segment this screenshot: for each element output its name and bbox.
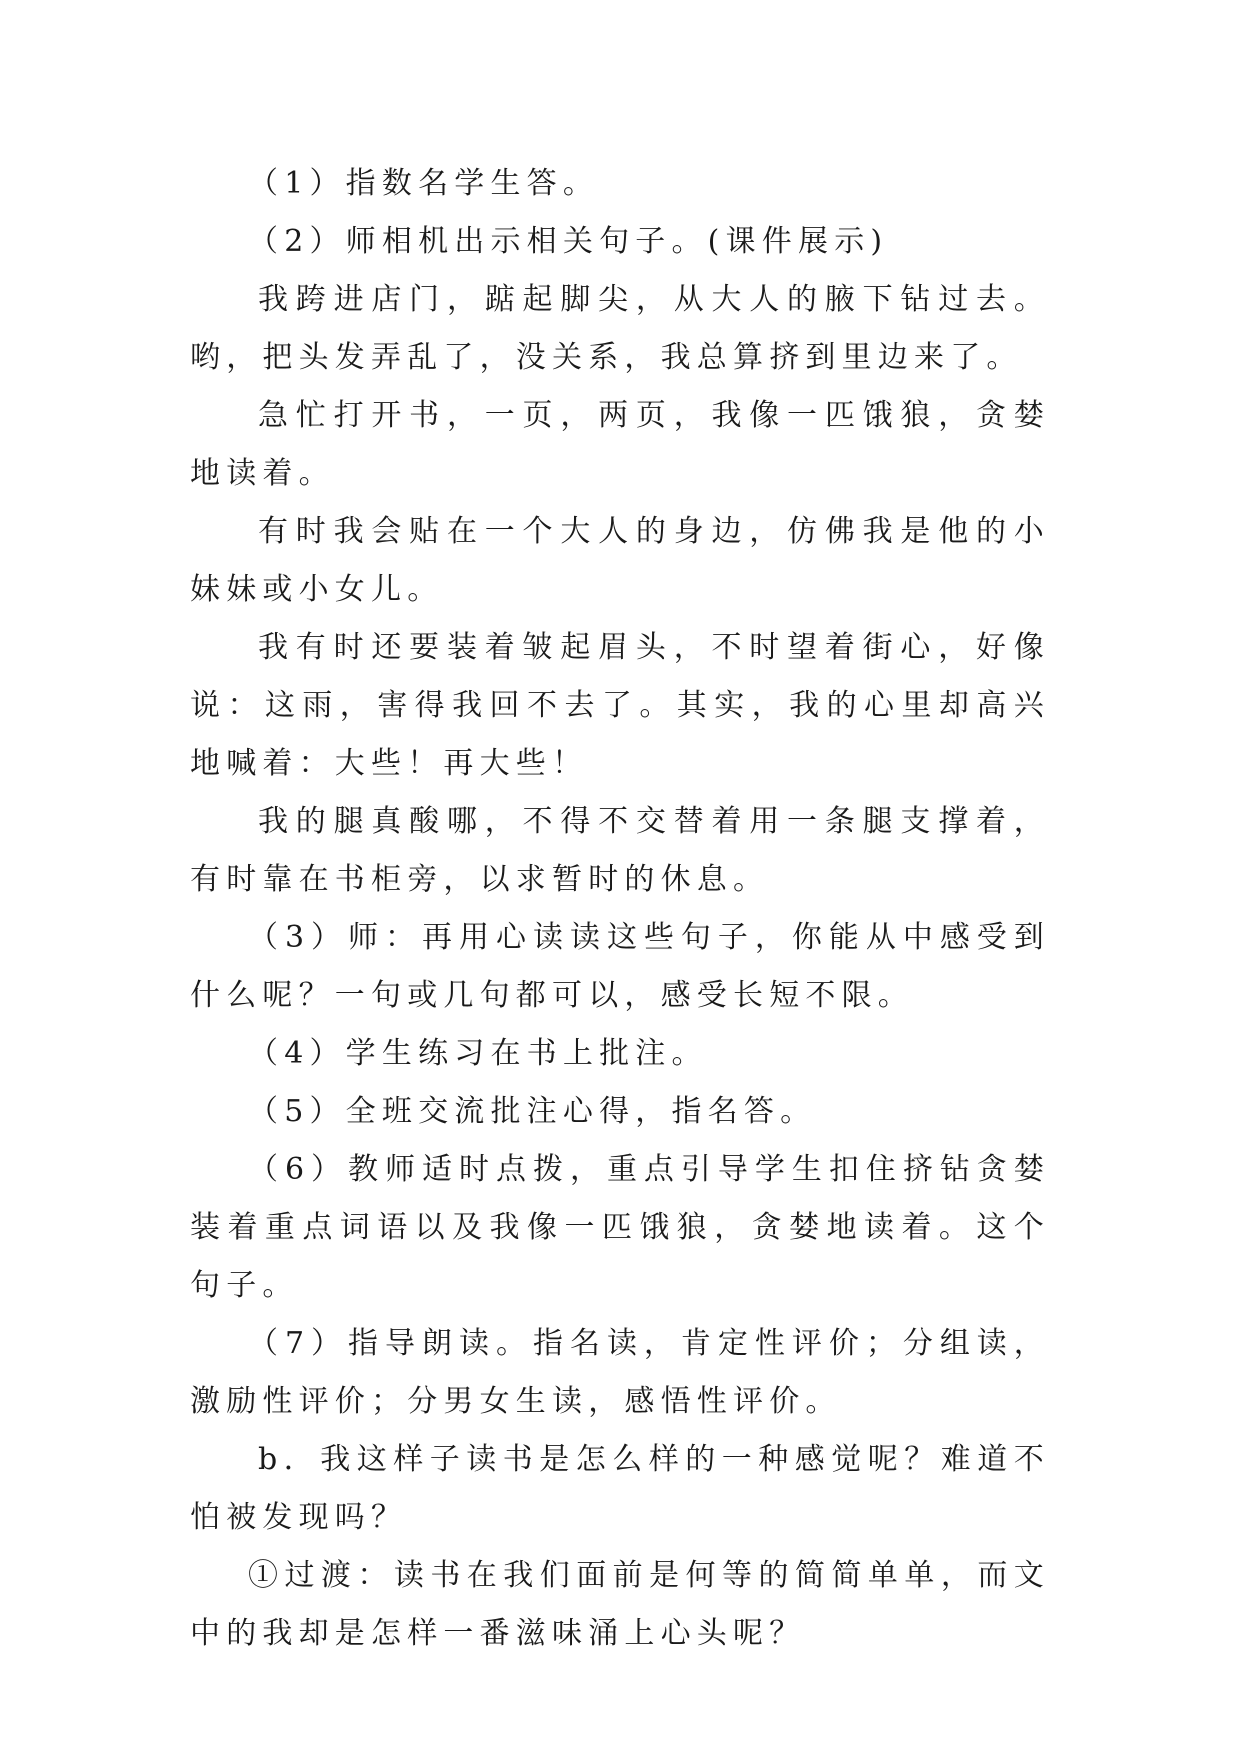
paragraph-step-7: （7）指导朗读。指名读，肯定性评价；分组读，激励性评价；分男女生读，感悟性评价。 xyxy=(190,1326,1050,1419)
paragraph-step-6: （6）教师适时点拨，重点引导学生扣住挤钻贪婪装着重点词语以及我像一匹饿狼，贪婪地读着。这个句子。 xyxy=(190,1152,1050,1303)
quote-paragraph-little-sister: 有时我会贴在一个大人的身边，仿佛我是他的小妹妹或小女儿。 xyxy=(190,514,1050,607)
quote-paragraph-hungry-wolf: 急忙打开书，一页，两页，我像一匹饿狼，贪婪地读着。 xyxy=(190,398,1050,491)
quote-paragraph-rain: 我有时还要装着皱起眉头，不时望着街心，好像说：这雨，害得我回不去了。其实，我的心里却高兴地喊着：大些！再大些！ xyxy=(190,630,1050,781)
paragraph-transition-1: ①过渡：读书在我们面前是何等的简简单单，而文中的我却是怎样一番滋味涌上心头呢？ xyxy=(190,1558,1050,1651)
paragraph-step-3: （3）师：再用心读读这些句子，你能从中感受到什么呢？一句或几句都可以，感受长短不限。 xyxy=(190,920,1050,1013)
paragraph-step-5: （5）全班交流批注心得，指名答。 xyxy=(248,1094,817,1129)
paragraph-step-2: （2）师相机出示相关句子。(课件展示) xyxy=(248,224,889,259)
paragraph-step-4: （4）学生练习在书上批注。 xyxy=(248,1036,708,1071)
quote-paragraph-entering-store: 我跨进店门，踮起脚尖，从大人的腋下钻过去。哟，把头发弄乱了，没关系，我总算挤到里边来了。 xyxy=(190,282,1050,375)
paragraph-step-1: （1）指数名学生答。 xyxy=(248,166,600,201)
paragraph-question-b: b．我这样子读书是怎么样的一种感觉呢？难道不怕被发现吗？ xyxy=(190,1442,1050,1535)
quote-paragraph-sore-legs: 我的腿真酸哪，不得不交替着用一条腿支撑着，有时靠在书柜旁，以求暂时的休息。 xyxy=(190,804,1050,897)
document-page xyxy=(190,155,1050,1663)
